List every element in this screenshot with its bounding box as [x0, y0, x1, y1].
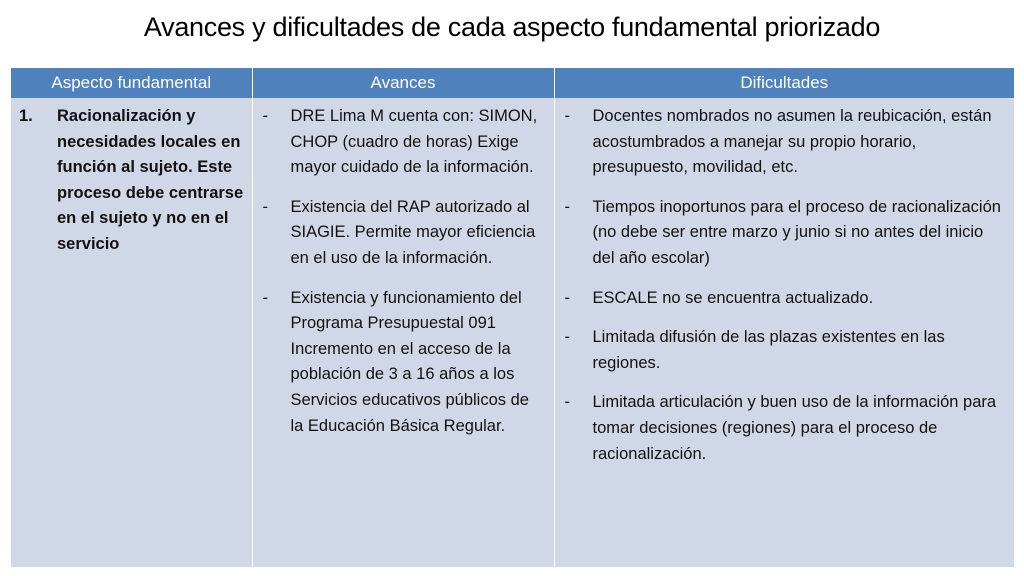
aspect-cell [11, 98, 252, 567]
avance-text: DRE Lima M cuenta con: SIMON, CHOP (cuadro de horas) Exige mayor cuidado de la información. [290, 107, 538, 177]
list-item [563, 286, 1007, 312]
header-avances: Avances [252, 68, 554, 98]
dash-bullet: - [564, 197, 570, 216]
dash-bullet: - [262, 197, 268, 216]
dificultad-text: ESCALE no se encuentra actualizado. [592, 288, 874, 307]
dash-bullet: - [262, 107, 268, 125]
aspect-item [19, 104, 244, 258]
dash-bullet: - [564, 393, 570, 412]
avances-cell [252, 98, 554, 567]
avance-text: Existencia del RAP autorizado al SIAGIE. Permite mayor eficiencia en el uso de la información. [290, 197, 536, 267]
list-item [563, 195, 1007, 272]
table-header-row [11, 68, 1014, 98]
avances-list [261, 104, 546, 439]
list-item [563, 390, 1007, 467]
dash-bullet: - [564, 328, 570, 347]
dificultades-cell [554, 98, 1014, 567]
header-aspecto: Aspecto fundamental [11, 68, 252, 98]
aspects-table [11, 68, 1014, 567]
aspect-text: Racionalización y necesidades locales en función al sujeto. Este proceso debe centrarse en el sujeto y no en el servicio [57, 107, 244, 253]
aspect-number: 1. [19, 107, 33, 125]
list-item [261, 104, 546, 181]
list-item [563, 325, 1007, 376]
table-row [11, 98, 1014, 567]
dash-bullet: - [564, 288, 570, 307]
list-item [261, 286, 546, 440]
slide-title: Avances y dificultades de cada aspecto fundamental priorizado [143, 12, 881, 42]
dash-bullet: - [262, 288, 268, 307]
header-dificultades: Dificultades [554, 68, 1014, 98]
dificultad-text: Tiempos inoportunos para el proceso de racionalización (no debe ser entre marzo y junio si no antes del inicio del año escolar) [592, 197, 1001, 267]
dash-bullet: - [564, 107, 570, 125]
list-item [563, 104, 1007, 181]
dificultad-text: Limitada difusión de las plazas existentes en las regiones. [592, 328, 945, 372]
avance-text: Existencia y funcionamiento del Programa Presupuestal 091 Incremento en el acceso de la población de 3 a 16 años a los Servicios educativos públicos de la Educación Básica Regular. [290, 288, 529, 435]
dificultades-list [563, 104, 1007, 467]
list-item [261, 195, 546, 272]
dificultad-text: Limitada articulación y buen uso de la información para tomar decisiones (regiones) para el proceso de racionalización. [592, 393, 997, 463]
dificultad-text: Docentes nombrados no asumen la reubicación, están acostumbrados a manejar su propio horario, presupuesto, movilidad, etc. [592, 107, 992, 177]
